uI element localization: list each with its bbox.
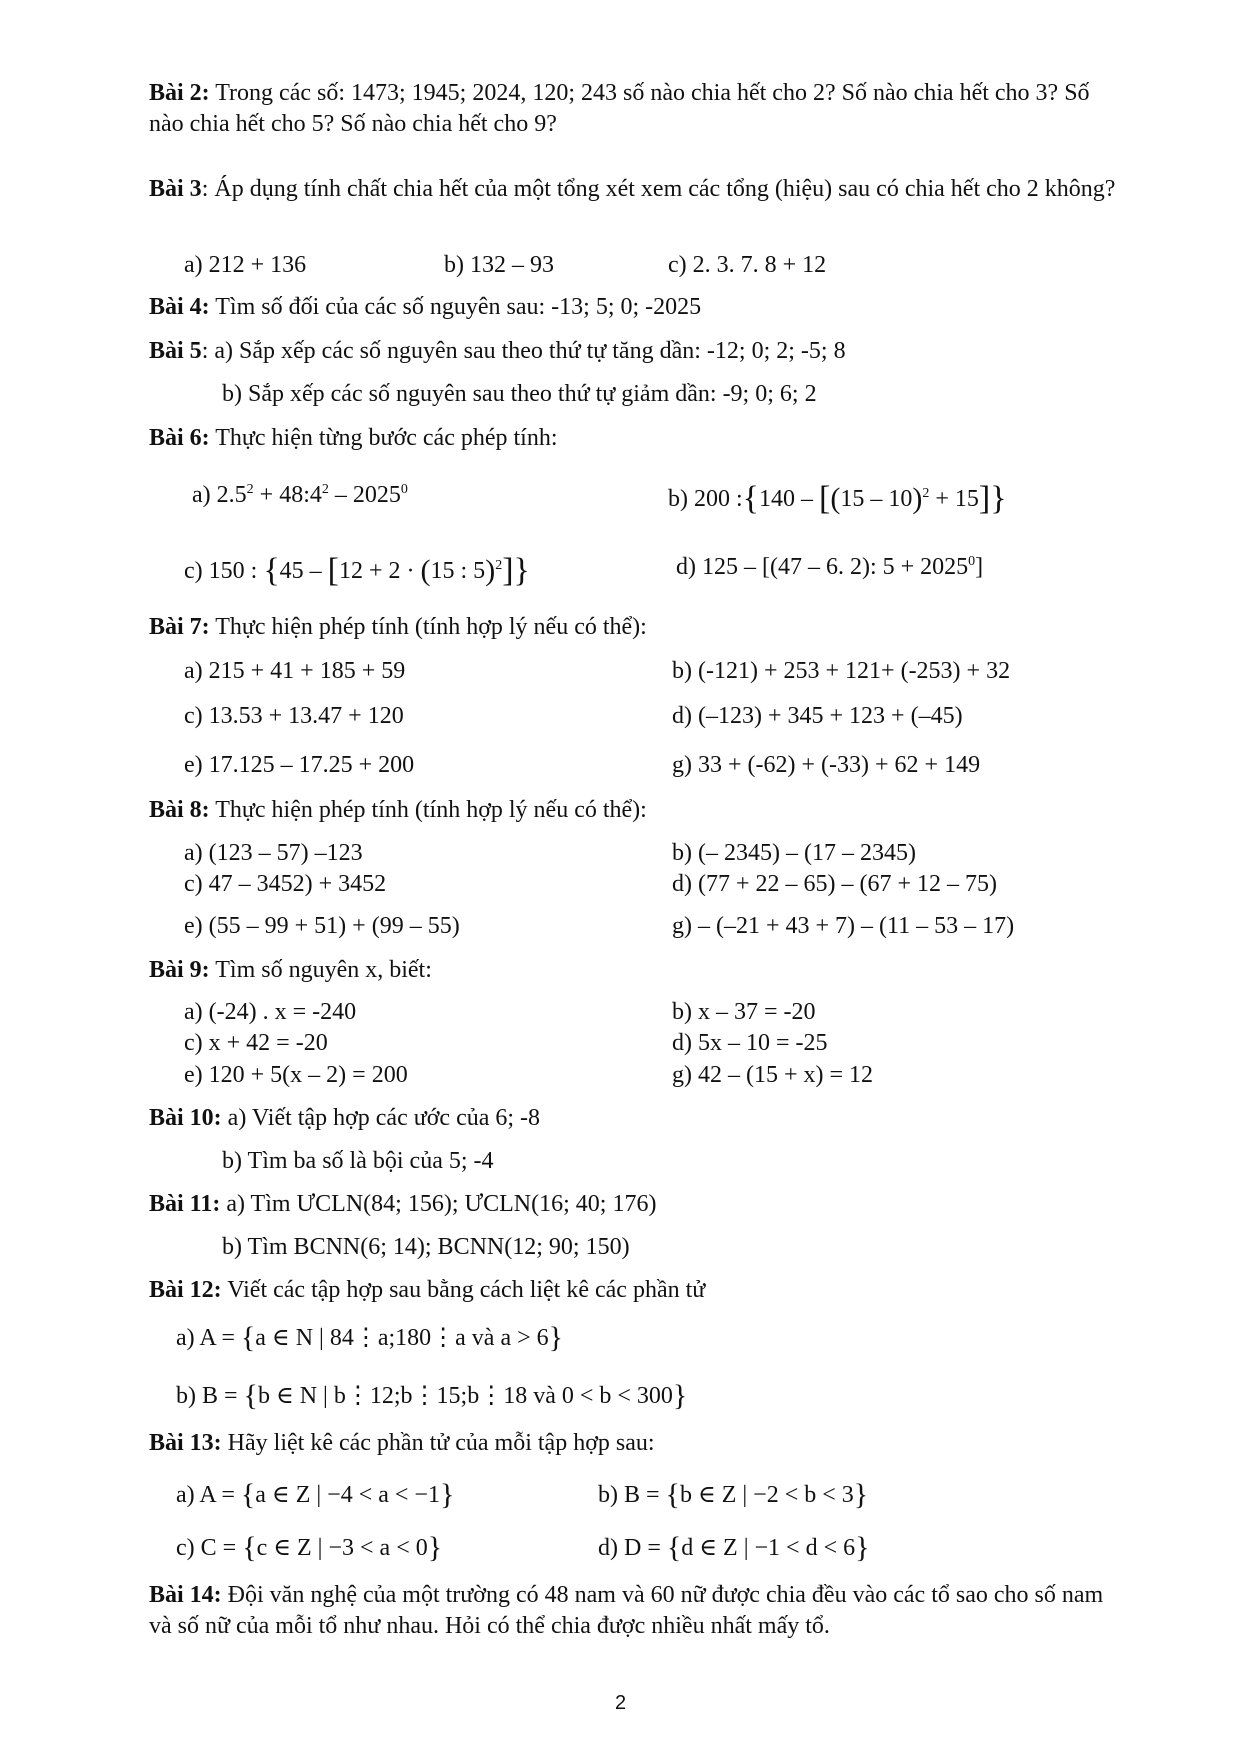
item-prefix: b) xyxy=(668,486,688,512)
set-builder: b ∈ N | b⋮12;b⋮15;b⋮18 và 0 < b < 300 xyxy=(257,1383,673,1409)
exercise-10-sub-b: b) Tìm ba số là bội của 5; -4 xyxy=(222,1148,494,1174)
exercise-10 xyxy=(149,1103,1129,1134)
exercise-13 xyxy=(149,1428,1129,1459)
exercise-11 xyxy=(149,1189,1129,1220)
exercise-13-item-d: d) D = {d ∈ Z | −1 < d < 6} xyxy=(598,1531,870,1564)
exercise-3-item-b: b) 132 – 93 xyxy=(444,252,554,278)
exercise-8-item-a: a) (123 – 57) –123 xyxy=(184,840,363,866)
exercise-text: Tìm số nguyên x, biết: xyxy=(209,957,432,983)
exercise-13-item-a: a) A = {a ∈ Z | −4 < a < −1} xyxy=(176,1478,455,1511)
item-prefix: b) B = xyxy=(176,1383,244,1409)
exercise-3-item-a: a) 212 + 136 xyxy=(184,252,307,278)
exercise-8-item-c: c) 47 – 3452) + 3452 xyxy=(184,871,387,897)
exercise-text: Trong các số: 1473; 1945; 2024, 120; 243 số nào chia hết cho 2? Số nào chia hết cho 3? Số nào chia hết cho 5? Số nào chia hết cho 9? xyxy=(149,80,1090,137)
expression: $2.5^2$ + $48:4^2 - 2025^0$ xyxy=(216,482,408,508)
exercise-text: Đội văn nghệ của một trường có 48 nam và 60 nữ được chia đều vào các tổ sao cho số nam và số nữ của mỗi tổ như nhau. Hỏi có thể chia được nhiều nhất mấy tổ. xyxy=(149,1582,1104,1639)
exercise-13-item-b: b) B = {b ∈ Z | −2 < b < 3} xyxy=(598,1478,869,1511)
exercise-label: Bài 12: xyxy=(149,1277,222,1303)
expression: 200 :{140 – [(15 – 10)$^2$ + 15]} xyxy=(694,480,1007,517)
exercise-label: Bài 3 xyxy=(149,176,202,202)
exercise-8 xyxy=(149,795,1129,826)
item-prefix: a) A = xyxy=(176,1325,241,1351)
exercise-6-item-a xyxy=(192,480,408,511)
exercise-label: Bài 14: xyxy=(149,1582,222,1608)
set-builder: c ∈ Z | −3 < a < 0 xyxy=(256,1535,428,1561)
exercise-9-item-b: b) x – 37 = -20 xyxy=(672,999,816,1025)
exercise-text: Thực hiện phép tính (tính hợp lý nếu có thể): xyxy=(209,614,647,640)
exercise-text: : a) Sắp xếp các số nguyên sau theo thứ tự tăng dần: -12; 0; 2; -5; 8 xyxy=(201,338,846,364)
exercise-text: Thực hiện phép tính (tính hợp lý nếu có thể): xyxy=(209,797,647,823)
exercise-7-item-d: d) (–123) + 345 + 123 + (–45) xyxy=(672,703,963,729)
set-builder: a ∈ N | 84⋮a;180⋮a và a > 6 xyxy=(255,1325,549,1351)
exercise-6 xyxy=(149,423,1129,454)
set-builder: b ∈ Z | −2 < b < 3 xyxy=(679,1482,854,1508)
item-prefix: a) xyxy=(192,482,211,508)
exercise-9-item-g: g) 42 – (15 + x) = 12 xyxy=(672,1062,874,1088)
exercise-label: Bài 4: xyxy=(149,294,210,320)
exercise-8-item-e: e) (55 – 99 + 51) + (99 – 55) xyxy=(184,913,460,939)
exercise-6-item-d: d) 125 – [(47 – 6. 2): $5 + 2025^0$] xyxy=(676,554,984,580)
item-prefix: a) A = xyxy=(176,1482,241,1508)
exercise-2 xyxy=(149,78,1129,140)
exercise-7 xyxy=(149,612,1129,643)
exercise-9 xyxy=(149,955,1129,986)
exercise-7-item-c: c) 13.53 + 13.47 + 120 xyxy=(184,703,404,729)
exercise-label: Bài 13: xyxy=(149,1430,222,1456)
exercise-7-item-e: e) 17.125 – 17.25 + 200 xyxy=(184,752,415,778)
exercise-7-item-a: a) 215 + 41 + 185 + 59 xyxy=(184,658,406,684)
exercise-6-item-c xyxy=(184,552,530,587)
exercise-text: : Áp dụng tính chất chia hết của một tổng xét xem các tổng (hiệu) sau có chia hết cho 2 không? xyxy=(201,176,1116,202)
expression: 150 : {45 – [12 + 2 · (15 : 5)$^2$]} xyxy=(208,552,530,589)
exercise-text: Thực hiện từng bước các phép tính: xyxy=(209,425,558,451)
page-number: 2 xyxy=(614,1692,627,1714)
exercise-text: a) Tìm ƯCLN(84; 156); ƯCLN(16; 40; 176) xyxy=(220,1191,657,1217)
exercise-12-item-b: b) B = {b ∈ N | b⋮12;b⋮15;b⋮18 và 0 < b < 300} xyxy=(176,1379,688,1412)
item-prefix: b) B = xyxy=(598,1482,666,1508)
set-builder: a ∈ Z | −4 < a < −1 xyxy=(255,1482,440,1508)
exercise-9-item-c: c) x + 42 = -20 xyxy=(184,1030,328,1056)
exercise-label: Bài 11: xyxy=(149,1191,221,1217)
exercise-5 xyxy=(149,336,1129,367)
exercise-6-item-b xyxy=(668,480,1007,515)
exercise-9-item-a: a) (-24) . x = -240 xyxy=(184,999,357,1025)
set-builder: d ∈ Z | −1 < d < 6 xyxy=(681,1535,856,1561)
exercise-4 xyxy=(149,292,1129,323)
exercise-text: a) Viết tập hợp các ước của 6; -8 xyxy=(221,1105,541,1131)
exercise-text: Viết các tập hợp sau bằng cách liệt kê các phần tử xyxy=(221,1277,706,1303)
exercise-8-item-g: g) – (–21 + 43 + 7) – (11 – 53 – 17) xyxy=(672,913,1015,939)
exercise-7-item-g: g) 33 + (-62) + (-33) + 62 + 149 xyxy=(672,752,981,778)
exercise-label: Bài 6: xyxy=(149,425,210,451)
exercise-label: Bài 2: xyxy=(149,80,210,106)
exercise-12 xyxy=(149,1275,1129,1306)
exercise-3-item-c: c) 2. 3. 7. 8 + 12 xyxy=(668,252,827,278)
exercise-9-item-e: e) 120 + 5(x – 2) = 200 xyxy=(184,1062,408,1088)
exercise-12-item-a: a) A = {a ∈ N | 84⋮a;180⋮a và a > 6} xyxy=(176,1321,564,1354)
exercise-label: Bài 9: xyxy=(149,957,210,983)
exercise-9-item-d: d) 5x – 10 = -25 xyxy=(672,1030,828,1056)
exercise-label: Bài 8: xyxy=(149,797,210,823)
exercise-text: Tìm số đối của các số nguyên sau: -13; 5; 0; -2025 xyxy=(209,294,702,320)
exercise-8-item-d: d) (77 + 22 – 65) – (67 + 12 – 75) xyxy=(672,871,998,897)
exercise-5-sub-b: b) Sắp xếp các số nguyên sau theo thứ tự giảm dần: -9; 0; 6; 2 xyxy=(222,381,817,407)
exercise-label: Bài 10: xyxy=(149,1105,222,1131)
exercise-11-sub-b: b) Tìm BCNN(6; 14); BCNN(12; 90; 150) xyxy=(222,1234,630,1260)
exercise-7-item-b: b) (-121) + 253 + 121+ (-253) + 32 xyxy=(672,658,1011,684)
item-prefix: d) D = xyxy=(598,1535,667,1561)
item-prefix: c) xyxy=(184,558,203,584)
exercise-14 xyxy=(149,1580,1129,1642)
exercise-8-item-b: b) (– 2345) – (17 – 2345) xyxy=(672,840,916,866)
item-prefix: c) C = xyxy=(176,1535,243,1561)
exercise-text: Hãy liệt kê các phần tử của mỗi tập hợp sau: xyxy=(221,1430,655,1456)
exercise-label: Bài 7: xyxy=(149,614,210,640)
exercise-label: Bài 5 xyxy=(149,338,202,364)
exercise-13-item-c: c) C = {c ∈ Z | −3 < a < 0} xyxy=(176,1531,443,1564)
exercise-3 xyxy=(149,174,1129,205)
